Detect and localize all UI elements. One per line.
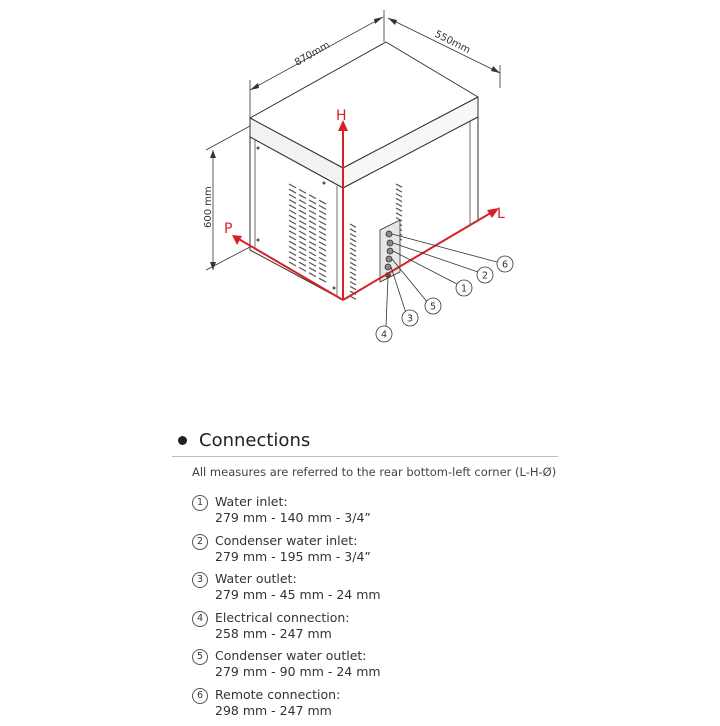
connection-item-2 bbox=[192, 533, 562, 572]
axis-label-h: H bbox=[336, 108, 347, 124]
connection-item-4 bbox=[192, 610, 562, 649]
item-value: 279 mm - 90 mm - 24 mm bbox=[215, 664, 381, 680]
axis-label-l: L bbox=[497, 206, 505, 222]
item-value: 279 mm - 140 mm - 3/4” bbox=[215, 510, 371, 525]
section-divider bbox=[172, 456, 558, 457]
item-name: Condenser water outlet: bbox=[215, 648, 367, 664]
item-name: Remote connection: bbox=[215, 686, 341, 702]
measures-note: All measures are referred to the rear bottom-left corner (L-H-Ø) bbox=[192, 465, 557, 479]
section-header bbox=[172, 426, 562, 454]
item-number: 4 bbox=[192, 611, 208, 627]
item-number: 2 bbox=[192, 534, 208, 550]
section-title: Connections bbox=[199, 429, 311, 451]
item-value: 258 mm - 247 mm bbox=[215, 625, 332, 641]
bullet-icon bbox=[178, 436, 187, 445]
item-value: 279 mm - 45 mm - 24 mm bbox=[215, 587, 381, 603]
connection-port-3 bbox=[385, 264, 391, 270]
axis-label-p: P bbox=[224, 221, 233, 237]
item-name: Condenser water inlet: bbox=[215, 532, 358, 548]
connection-item-3 bbox=[192, 571, 562, 610]
callout-label: 1 bbox=[460, 283, 468, 295]
callout-4 bbox=[376, 326, 392, 342]
connection-item-1 bbox=[192, 494, 562, 533]
item-number: 1 bbox=[192, 495, 208, 511]
dimension-depth: 550mm bbox=[432, 28, 473, 57]
callout-label: 2 bbox=[481, 270, 489, 282]
connection-port-6 bbox=[386, 231, 392, 237]
dimension-height: 600 mm bbox=[203, 186, 214, 228]
callout-label: 5 bbox=[429, 301, 437, 313]
callout-1 bbox=[456, 280, 472, 296]
item-name: Water inlet: bbox=[215, 494, 288, 509]
dimension-length: 870mm bbox=[293, 39, 332, 69]
item-name: Water outlet: bbox=[215, 571, 297, 587]
machine-cabinet bbox=[250, 39, 478, 300]
connection-port-1 bbox=[387, 248, 393, 254]
connection-port-5 bbox=[386, 256, 392, 262]
callout-3 bbox=[402, 310, 418, 326]
callout-6 bbox=[497, 256, 513, 272]
item-value: 279 mm - 195 mm - 3/4” bbox=[215, 548, 371, 564]
callout-2 bbox=[477, 267, 493, 283]
item-number: 3 bbox=[192, 572, 208, 588]
item-number: 6 bbox=[192, 688, 208, 704]
item-value: 298 mm - 247 mm bbox=[215, 702, 332, 718]
callout-label: 4 bbox=[380, 329, 388, 341]
callout-label: 3 bbox=[406, 313, 414, 325]
callout-label: 6 bbox=[501, 259, 509, 271]
item-name: Electrical connection: bbox=[215, 609, 350, 625]
connections-section bbox=[172, 426, 562, 726]
callout-5 bbox=[425, 298, 441, 314]
item-number: 5 bbox=[192, 649, 208, 665]
connection-port-2 bbox=[387, 240, 393, 246]
connection-item-5 bbox=[192, 648, 562, 687]
connection-list bbox=[192, 494, 562, 726]
